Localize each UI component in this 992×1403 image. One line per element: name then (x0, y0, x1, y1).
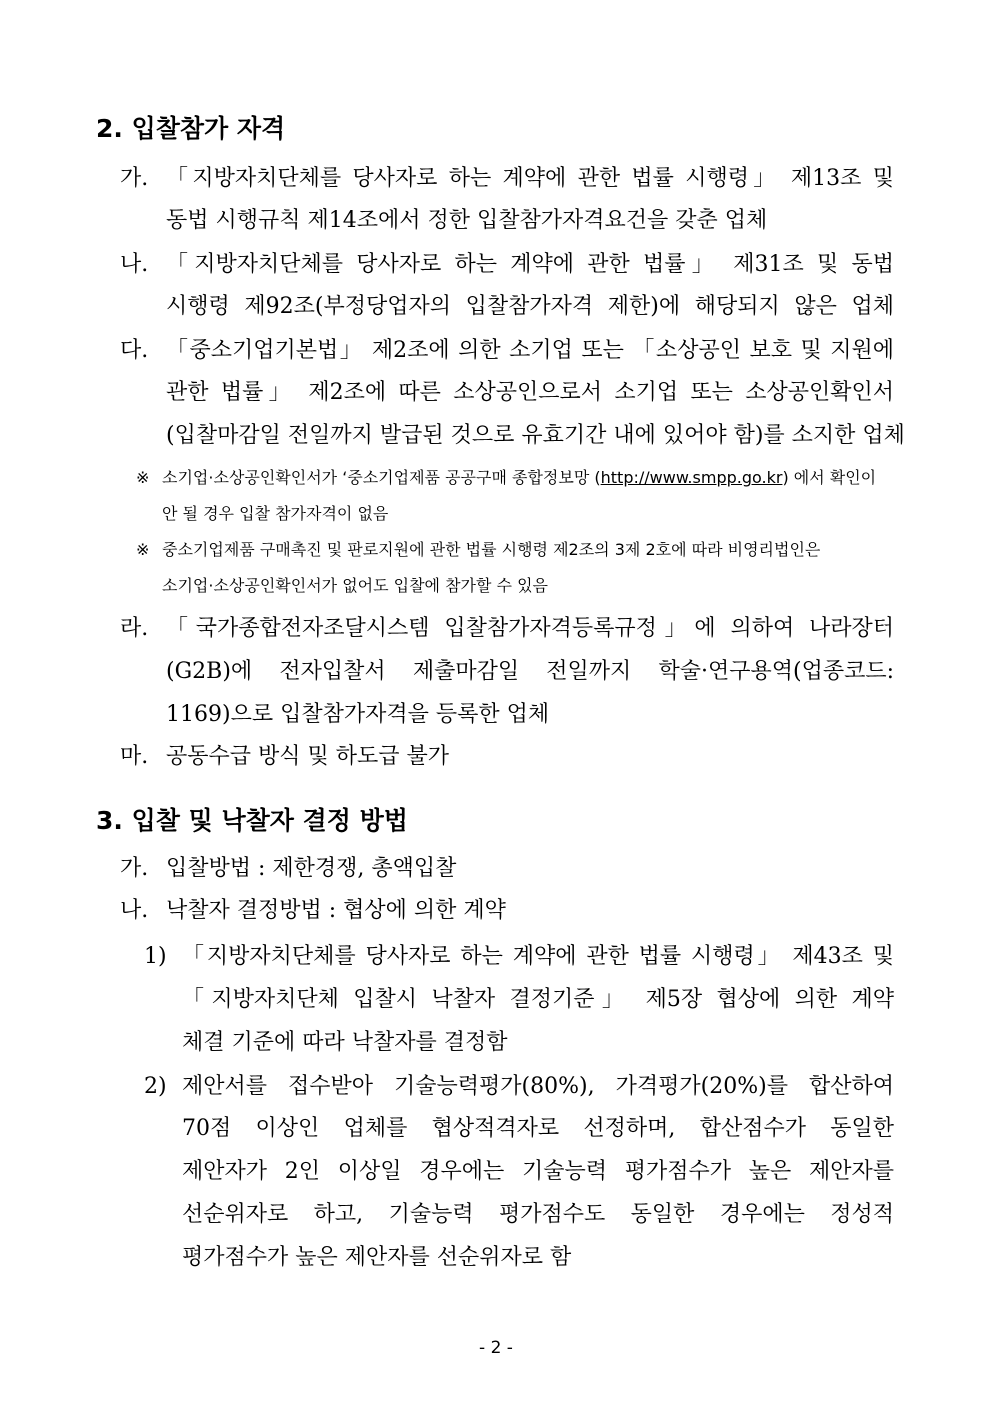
note-1-line1 (162, 466, 894, 490)
subitem-2-label: 2) (144, 1074, 167, 1099)
item-na-line2: 시행령 제92조(부정당업자의 입찰참가자격 제한)에 해당되지 않은 업체 (166, 294, 894, 319)
note-2-line2: 소기업·소상공인확인서가 없어도 입찰에 참가할 수 있음 (162, 576, 549, 595)
note-2-line1: 중소기업제품 구매촉진 및 판로지원에 관한 법률 시행령 제2조의 3제 2호에 따라 비영리법인은 (162, 540, 821, 559)
subitem-1-label: 1) (144, 944, 167, 969)
subitem-2-line3: 제안자가 2인 이상일 경우에는 기술능력 평가점수가 높은 제안자를 (182, 1159, 894, 1184)
item-ra-line3: 1169)으로 입찰참가자격을 등록한 업체 (166, 702, 550, 727)
subitem-2-line2: 70점 이상인 업체를 협상적격자로 선정하며, 합산점수가 동일한 (182, 1116, 894, 1141)
subitem-1-line3: 체결 기준에 따라 낙찰자를 결정함 (182, 1030, 508, 1055)
item-ma-line1: 공동수급 방식 및 하도급 불가 (166, 744, 449, 769)
s3-item-ga-line1: 입찰방법 : 제한경쟁, 총액입찰 (166, 856, 457, 881)
item-da-line1: 「중소기업기본법」 제2조에 의한 소기업 또는 「소상공인 보호 및 지원에 (166, 338, 894, 363)
smpp-link[interactable]: http://www.smpp.go.kr (600, 468, 783, 487)
item-ra-line2: (G2B)에 전자입찰서 제출마감일 전일까지 학술·연구용역(업종코드: (166, 659, 894, 684)
note-1-mark: ※ (136, 468, 150, 487)
subitem-2-line4: 선순위자로 하고, 기술능력 평가점수도 동일한 경우에는 정성적 (182, 1202, 894, 1227)
item-ga-label: 가. (120, 166, 149, 191)
note-1-line2: 안 될 경우 입찰 참가자격이 없음 (162, 504, 389, 523)
section-3-heading: 3. 입찰 및 낙찰자 결정 방법 (96, 806, 408, 835)
subitem-2-line1: 제안서를 접수받아 기술능력평가(80%), 가격평가(20%)를 합산하여 (182, 1074, 894, 1099)
item-ra-label: 라. (120, 616, 149, 641)
item-ma-label: 마. (120, 744, 149, 769)
s3-item-na-line1: 낙찰자 결정방법 : 협상에 의한 계약 (166, 898, 506, 923)
item-na-line1: 「지방자치단체를 당사자로 하는 계약에 관한 법률」 제31조 및 동법 (166, 252, 894, 277)
subitem-2-line5: 평가점수가 높은 제안자를 선순위자로 함 (182, 1245, 572, 1270)
s3-item-na-label: 나. (120, 898, 149, 923)
section-2-heading: 2. 입찰참가 자격 (96, 114, 286, 143)
item-da-label: 다. (120, 338, 149, 363)
subitem-1-line1: 「지방자치단체를 당사자로 하는 계약에 관한 법률 시행령」 제43조 및 (182, 944, 894, 969)
item-da-line3: (입찰마감일 전일까지 발급된 것으로 유효기간 내에 있어야 함)를 소지한 업체 (166, 423, 905, 448)
item-ra-line1: 「국가종합전자조달시스템 입찰참가자격등록규정」에 의하여 나라장터 (166, 616, 894, 641)
subitem-1-line2: 「지방자치단체 입찰시 낙찰자 결정기준」 제5장 협상에 의한 계약 (182, 987, 894, 1012)
page-number: - 2 - (479, 1338, 513, 1358)
note-1-text-post: ) 에서 확인이 (782, 468, 877, 487)
item-na-label: 나. (120, 252, 149, 277)
note-1-text-pre: 소기업·소상공인확인서가 ‘중소기업제품 공공구매 종합정보망 ( (162, 468, 601, 487)
s3-item-ga-label: 가. (120, 856, 149, 881)
item-ga-line1: 「지방자치단체를 당사자로 하는 계약에 관한 법률 시행령」 제13조 및 (166, 166, 894, 191)
note-2-mark: ※ (136, 540, 150, 559)
item-ga-line2: 동법 시행규칙 제14조에서 정한 입찰참가자격요건을 갖춘 업체 (166, 208, 768, 233)
item-da-line2: 관한 법률」 제2조에 따른 소상공인으로서 소기업 또는 소상공인확인서 (166, 380, 894, 405)
